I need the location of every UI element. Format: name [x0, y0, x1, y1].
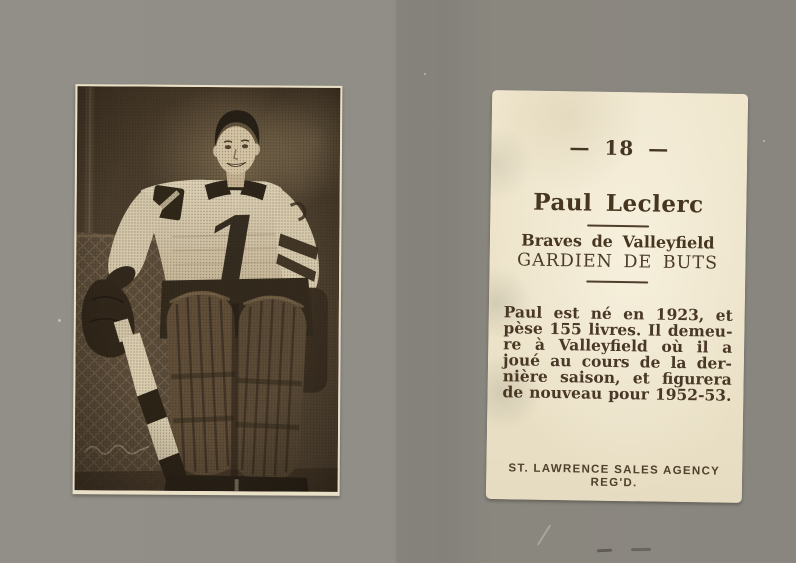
divider-rule-top [587, 225, 649, 228]
bio-line: Paul est né en 1923, et [503, 302, 733, 325]
bio-line: joué au cours de la der- [502, 349, 733, 373]
card-front [73, 84, 343, 496]
scan-artifact-speck [424, 73, 426, 75]
vignette-overlay [75, 86, 341, 492]
bio-paragraph [502, 304, 732, 403]
publisher [486, 462, 742, 492]
card-number: — 18 — [569, 135, 670, 161]
publisher-name: ST. LAWRENCE SALES AGENCY [508, 462, 721, 478]
bio-line: nière saison, et figurera [502, 365, 732, 389]
scan-artifact-scratch [537, 524, 551, 545]
position-title: GARDIEN DE BUTS [516, 250, 719, 274]
bio-line: de nouveau pour 1952-53. [502, 381, 732, 405]
card-back [486, 90, 748, 503]
scan-artifact-mark [597, 549, 612, 553]
divider-rule-bottom [586, 281, 648, 284]
bio-line: pèse 155 livres. Il demeu- [503, 318, 733, 341]
bio-line: re à Valleyfield où il a [503, 334, 733, 357]
scan-artifact-mark [631, 548, 651, 551]
publisher-regd: REG'D. [590, 476, 638, 490]
player-name: Paul Leclerc [533, 188, 704, 219]
scan-artifact-speck [58, 319, 61, 322]
goalie-photo-illustration [75, 86, 341, 492]
scan-artifact-speck [763, 140, 765, 142]
team-name: Braves de Valleyfield [521, 230, 715, 253]
